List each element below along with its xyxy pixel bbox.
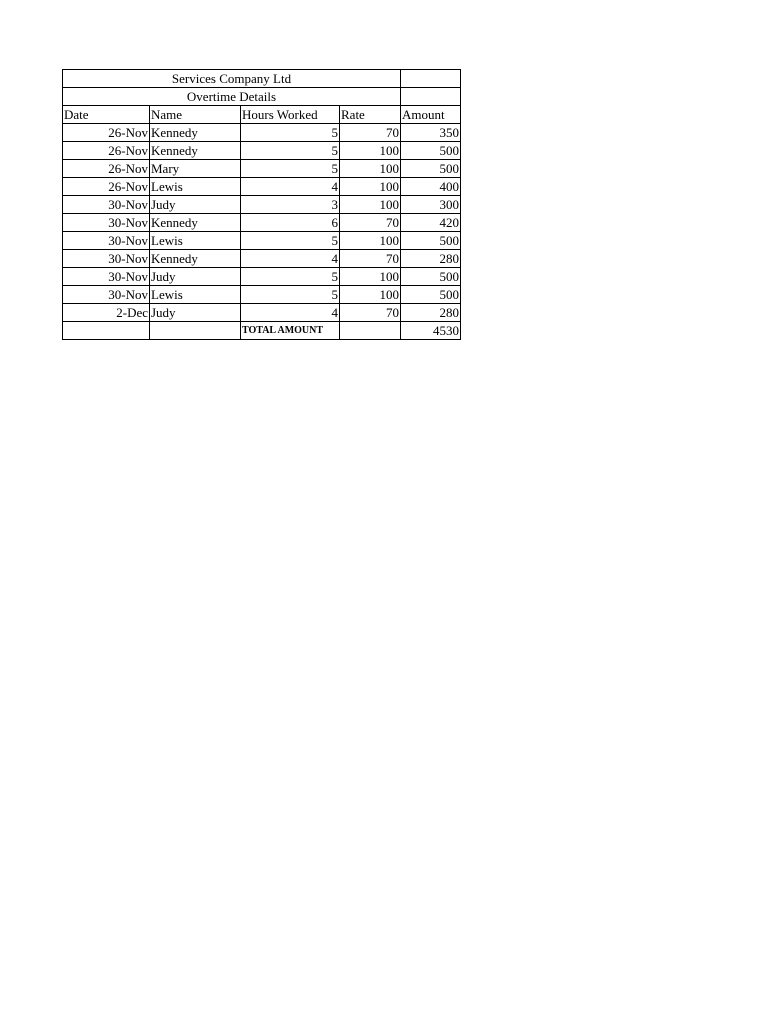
- cell-rate: 100: [340, 142, 401, 160]
- cell-hours: 4: [241, 250, 340, 268]
- cell-name: Lewis: [150, 178, 241, 196]
- cell-date: 2-Dec: [63, 304, 150, 322]
- cell-hours: 5: [241, 286, 340, 304]
- column-header-rate: Rate: [340, 106, 401, 124]
- cell-date: 30-Nov: [63, 286, 150, 304]
- table-row: [63, 268, 461, 286]
- table-row: [63, 124, 461, 142]
- cell-amount: 300: [401, 196, 461, 214]
- cell-rate: 70: [340, 250, 401, 268]
- cell-amount: 280: [401, 250, 461, 268]
- cell-rate: 100: [340, 268, 401, 286]
- column-header-amount: Amount: [401, 106, 461, 124]
- cell-amount: 400: [401, 178, 461, 196]
- table-row: [63, 196, 461, 214]
- cell-amount: 280: [401, 304, 461, 322]
- table-row: [63, 286, 461, 304]
- cell-rate: 100: [340, 160, 401, 178]
- empty-cell: [340, 322, 401, 340]
- cell-name: Kennedy: [150, 214, 241, 232]
- cell-hours: 4: [241, 178, 340, 196]
- cell-date: 26-Nov: [63, 124, 150, 142]
- company-title: Services Company Ltd: [63, 70, 401, 88]
- cell-amount: 420: [401, 214, 461, 232]
- cell-amount: 500: [401, 160, 461, 178]
- cell-rate: 70: [340, 124, 401, 142]
- total-row: [63, 322, 461, 340]
- cell-date: 30-Nov: [63, 196, 150, 214]
- table-row: [63, 250, 461, 268]
- sheet-subtitle: Overtime Details: [63, 88, 401, 106]
- table-row: [63, 214, 461, 232]
- table-row: [63, 304, 461, 322]
- table-row: [63, 232, 461, 250]
- cell-hours: 5: [241, 232, 340, 250]
- cell-amount: 500: [401, 286, 461, 304]
- cell-hours: 5: [241, 124, 340, 142]
- overtime-table: [62, 69, 461, 340]
- cell-name: Judy: [150, 196, 241, 214]
- cell-name: Lewis: [150, 286, 241, 304]
- cell-hours: 4: [241, 304, 340, 322]
- title-row: [63, 70, 461, 88]
- cell-name: Kennedy: [150, 250, 241, 268]
- cell-rate: 100: [340, 196, 401, 214]
- cell-name: Lewis: [150, 232, 241, 250]
- cell-hours: 3: [241, 196, 340, 214]
- empty-cell: [63, 322, 150, 340]
- cell-hours: 6: [241, 214, 340, 232]
- cell-name: Mary: [150, 160, 241, 178]
- cell-date: 26-Nov: [63, 142, 150, 160]
- column-header-row: [63, 106, 461, 124]
- cell-date: 30-Nov: [63, 268, 150, 286]
- cell-name: Judy: [150, 304, 241, 322]
- total-value: 4530: [401, 322, 461, 340]
- empty-cell: [401, 88, 461, 106]
- total-label: TOTAL AMOUNT: [241, 322, 340, 340]
- cell-rate: 100: [340, 232, 401, 250]
- cell-amount: 350: [401, 124, 461, 142]
- cell-hours: 5: [241, 142, 340, 160]
- cell-date: 30-Nov: [63, 214, 150, 232]
- empty-cell: [401, 70, 461, 88]
- cell-rate: 100: [340, 178, 401, 196]
- cell-rate: 70: [340, 214, 401, 232]
- cell-name: Kennedy: [150, 142, 241, 160]
- cell-name: Judy: [150, 268, 241, 286]
- cell-date: 30-Nov: [63, 250, 150, 268]
- cell-rate: 70: [340, 304, 401, 322]
- cell-amount: 500: [401, 232, 461, 250]
- subtitle-row: [63, 88, 461, 106]
- empty-cell: [150, 322, 241, 340]
- cell-date: 26-Nov: [63, 160, 150, 178]
- cell-rate: 100: [340, 286, 401, 304]
- cell-amount: 500: [401, 142, 461, 160]
- cell-date: 26-Nov: [63, 178, 150, 196]
- cell-amount: 500: [401, 268, 461, 286]
- column-header-name: Name: [150, 106, 241, 124]
- cell-name: Kennedy: [150, 124, 241, 142]
- cell-hours: 5: [241, 160, 340, 178]
- table-row: [63, 142, 461, 160]
- table-row: [63, 178, 461, 196]
- column-header-date: Date: [63, 106, 150, 124]
- table-row: [63, 160, 461, 178]
- cell-hours: 5: [241, 268, 340, 286]
- cell-date: 30-Nov: [63, 232, 150, 250]
- column-header-hours: Hours Worked: [241, 106, 340, 124]
